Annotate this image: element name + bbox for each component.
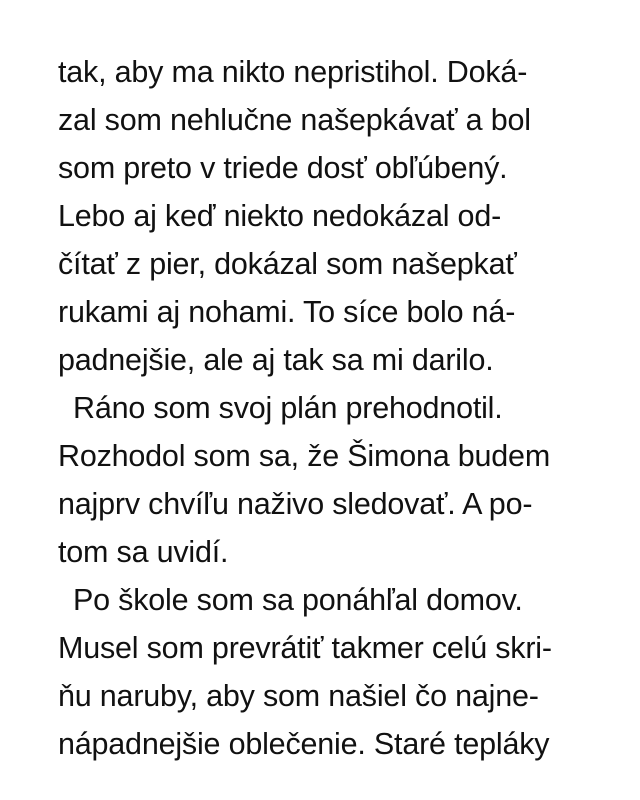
text-line: padnejšie, ale aj tak sa mi darilo. xyxy=(58,343,494,377)
text-line: tak, aby ma nikto nepristihol. Doká- xyxy=(58,55,528,89)
text-line: Musel som prevrátiť takmer celú skri- xyxy=(58,631,552,665)
text-line: zal som nehlučne našepkávať a bol xyxy=(58,103,531,137)
text-line: Lebo aj keď niekto nedokázal od- xyxy=(58,199,502,233)
text-line: tom sa uvidí. xyxy=(58,535,229,569)
paragraph-start-line: Po škole som sa ponáhľal domov. xyxy=(73,583,523,617)
paragraph-start-line: Ráno som svoj plán prehodnotil. xyxy=(73,391,503,425)
text-line: ňu naruby, aby som našiel čo najne- xyxy=(58,679,539,713)
text-line: rukami aj nohami. To síce bolo ná- xyxy=(58,295,516,329)
text-line: nápadnejšie oblečenie. Staré tepláky xyxy=(58,727,550,761)
text-line: čítať z pier, dokázal som našepkať xyxy=(58,247,517,281)
text-line: najprv chvíľu naživo sledovať. A po- xyxy=(58,487,533,521)
body-text xyxy=(58,48,598,768)
text-line: Rozhodol som sa, že Šimona budem xyxy=(58,439,551,473)
text-line: som preto v triede dosť obľúbený. xyxy=(58,151,508,185)
